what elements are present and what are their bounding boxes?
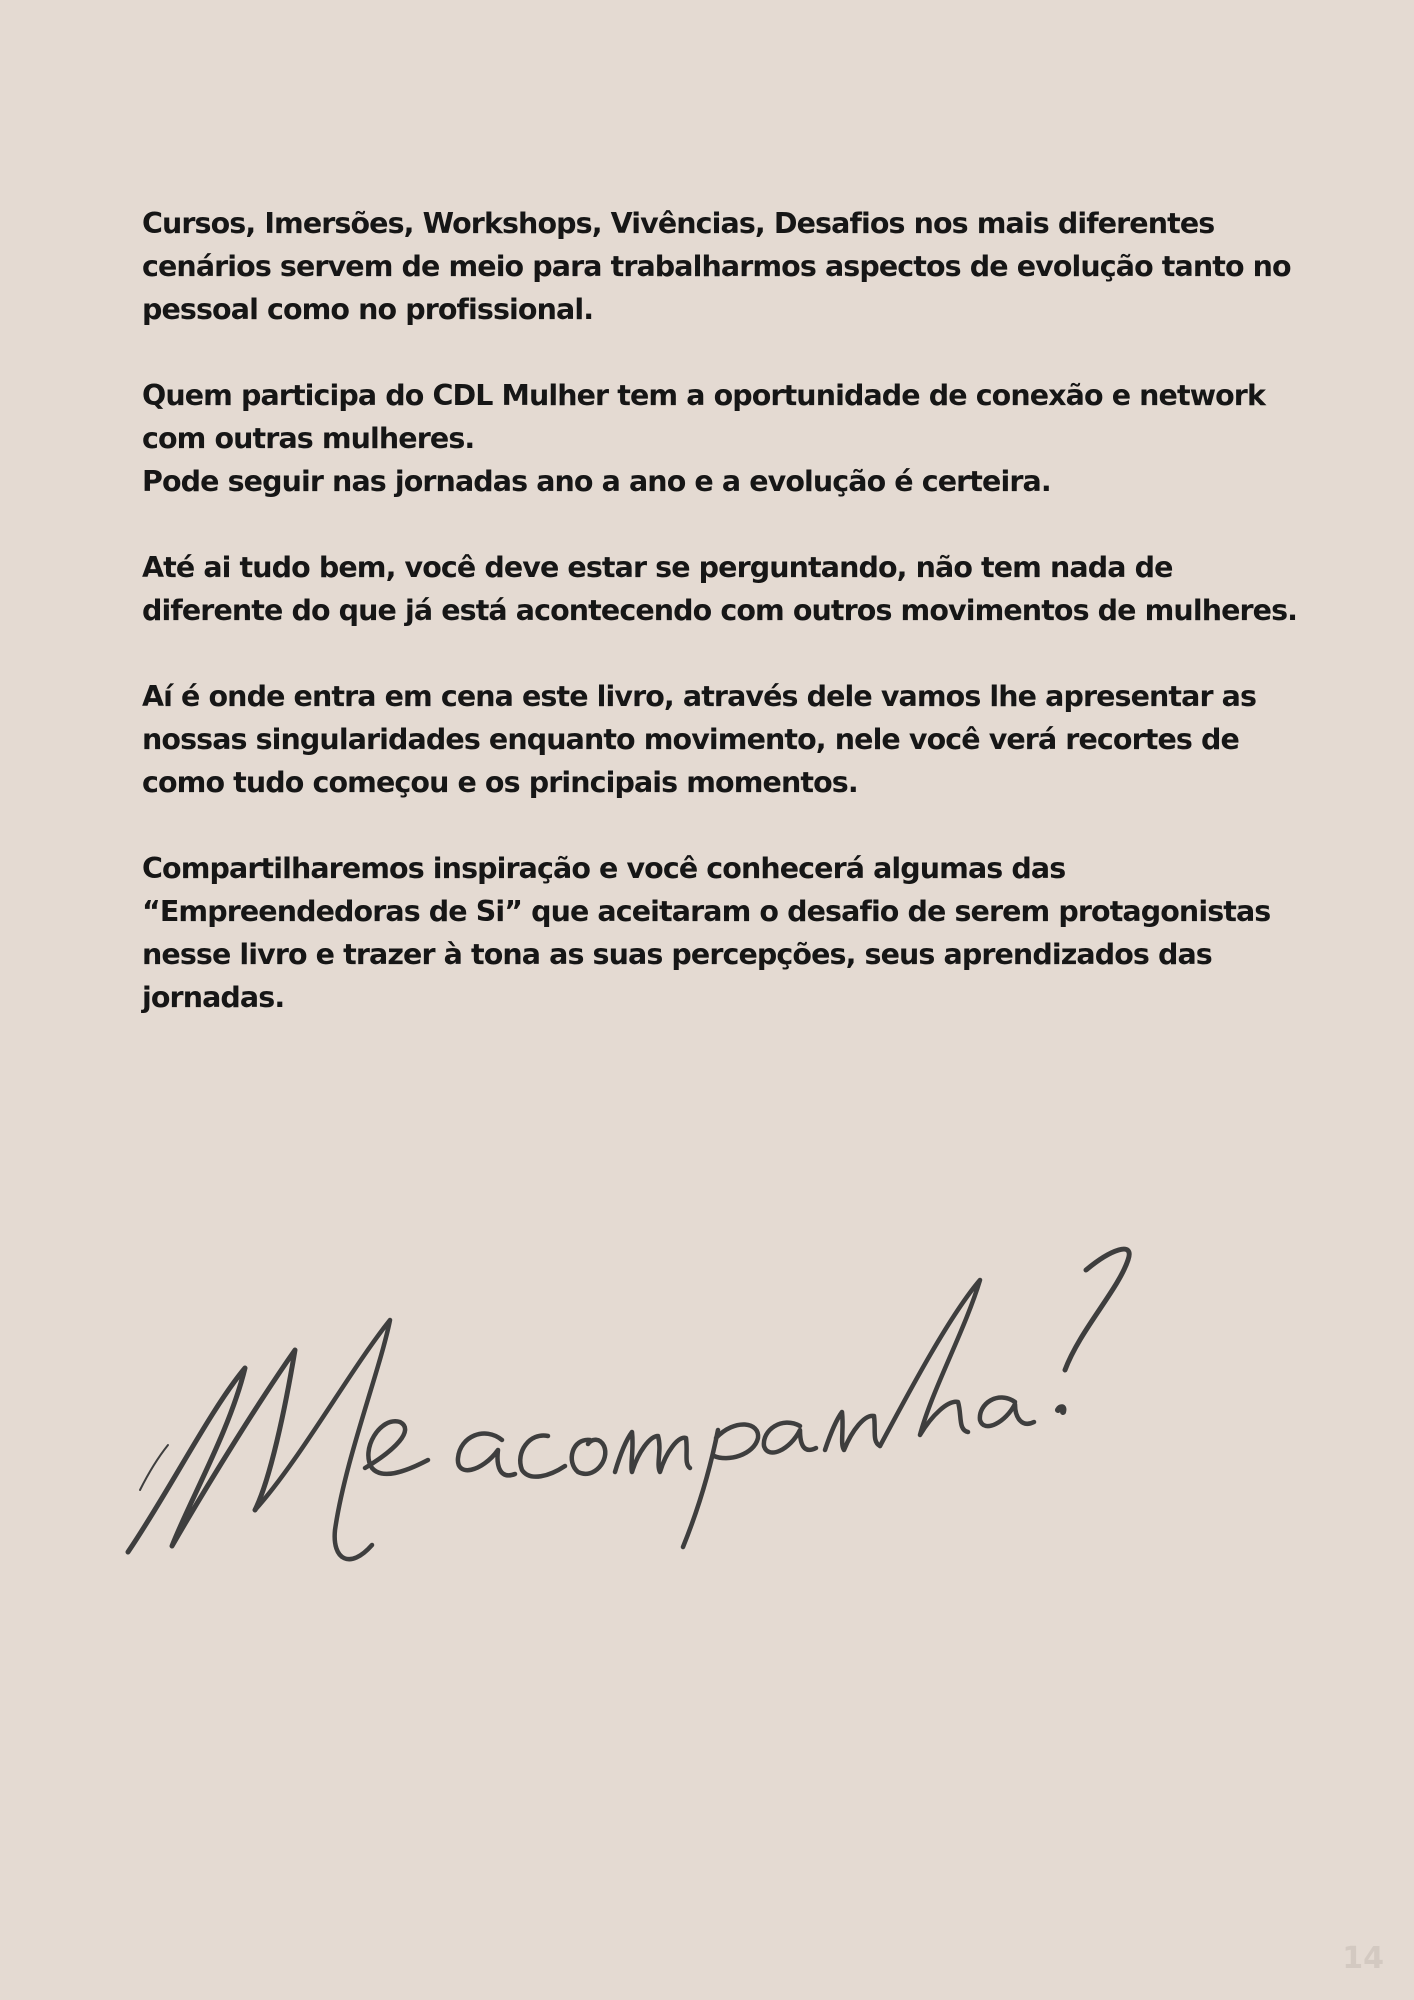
- paragraph-4: [142, 675, 1292, 804]
- text-line: pessoal como no profissional.: [142, 293, 594, 326]
- text-line: com outras mulheres.: [142, 422, 475, 455]
- page-number: 14: [1342, 1941, 1384, 1976]
- text-line: jornadas.: [142, 981, 285, 1014]
- text-line: diferente do que já está acontecendo com outros movimentos de mulheres.: [142, 594, 1298, 627]
- paragraph-5: [142, 847, 1292, 1019]
- text-line: Pode seguir nas jornadas ano a ano e a evolução é certeira.: [142, 465, 1051, 498]
- text-line: “Empreendedoras de Si” que aceitaram o desafio de serem protagonistas: [142, 895, 1271, 928]
- text-line: Cursos, Imersões, Workshops, Vivências, Desafios nos mais diferentes: [142, 207, 1215, 240]
- paragraph-2: [142, 374, 1292, 503]
- text-line: como tudo começou e os principais momentos.: [142, 766, 858, 799]
- text-line: Até ai tudo bem, você deve estar se perguntando, não tem nada de: [142, 551, 1173, 584]
- paragraph-3: [142, 546, 1298, 632]
- text-line: Compartilharemos inspiração e você conhecerá algumas das: [142, 852, 1066, 885]
- text-line: nossas singularidades enquanto movimento, nele você verá recortes de: [142, 723, 1239, 756]
- text-line: Quem participa do CDL Mulher tem a oportunidade de conexão e network: [142, 379, 1266, 412]
- text-line: Aí é onde entra em cena este livro, através dele vamos lhe apresentar as: [142, 680, 1257, 713]
- handwritten-script-drawing: [110, 1240, 1210, 1590]
- body-text: [142, 202, 1298, 1062]
- text-line: nesse livro e trazer à tona as suas percepções, seus aprendizados das: [142, 938, 1212, 971]
- handwritten-script: [110, 1240, 1210, 1590]
- text-line: cenários servem de meio para trabalharmos aspectos de evolução tanto no: [142, 250, 1291, 283]
- paragraph-1: [142, 202, 1292, 331]
